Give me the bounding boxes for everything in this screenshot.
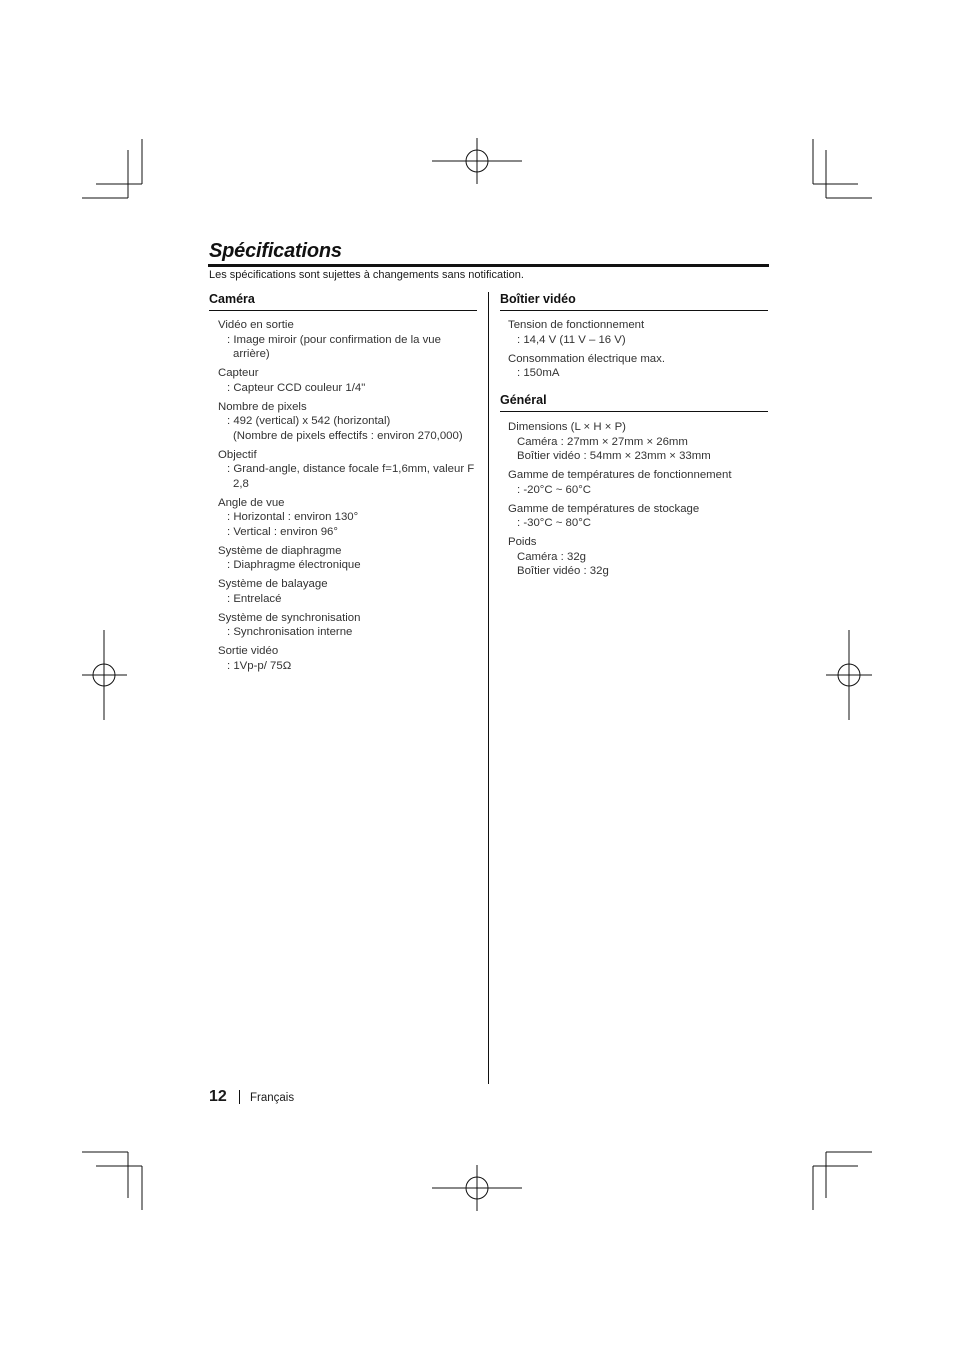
spec-label: Système de synchronisation [218,611,361,624]
footer-separator [239,1090,240,1104]
spec-value: : Synchronisation interne [227,626,353,638]
video-box-spec-list [508,318,768,385]
section-heading-video-box: Boîtier vidéo [500,291,768,311]
registration-mark-left [82,630,127,720]
spec-label: Angle de vue [218,496,285,509]
spec-value: : Horizontal : environ 130° [227,511,359,523]
spec-storage-temp [508,502,768,531]
spec-value: : Vertical : environ 96° [227,525,338,538]
spec-label: Nombre de pixels [218,400,307,413]
column-divider [488,292,489,1084]
spec-label: Poids [508,536,537,548]
spec-sensor [218,366,480,395]
spec-label: Sortie vidéo [218,645,279,657]
notice-text: Les spécifications sont sujettes à changements sans notification. [209,269,524,281]
spec-value: (Nombre de pixels effectifs : environ 270,000) [233,429,463,442]
camera-spec-list [218,318,480,678]
spec-dimensions [508,420,768,464]
spec-label: Système de balayage [218,578,328,590]
spec-view-angle [218,496,480,540]
spec-scan [218,577,480,606]
spec-value: : 150mA [517,367,560,379]
spec-value: : 492 (vertical) x 542 (horizontal) [227,415,391,427]
spec-label: Dimensions (L × H × P) [508,421,626,433]
language-label: Français [250,1092,295,1104]
spec-pixels [218,400,480,444]
registration-mark-bottom [432,1165,522,1211]
spec-weight [508,535,768,579]
spec-label: Système de diaphragme [218,544,342,557]
spec-value: : Diaphragme électronique [227,559,361,571]
spec-value: Boîtier vidéo : 32g [517,565,609,577]
spec-label: Consommation électrique max. [508,352,666,365]
spec-sync [218,611,480,640]
spec-value: Caméra : 32g [517,550,587,563]
spec-value: : Capteur CCD couleur 1/4" [227,381,366,394]
spec-label: Gamme de températures de fonctionnement [508,469,732,481]
spec-value: : Entrelacé [227,592,282,605]
spec-value: : Image miroir (pour confirmation de la vue arrière) [227,333,441,360]
spec-value: : 14,4 V (11 V – 16 V) [517,333,626,346]
spec-label: Objectif [218,448,257,461]
spec-value: : -30°C ~ 80°C [517,517,592,529]
spec-operating-temp [508,468,768,497]
spec-iris [218,544,480,573]
general-spec-list [508,420,768,583]
spec-value: Caméra : 27mm × 27mm × 26mm [517,435,688,448]
section-heading-general: Général [500,392,768,412]
page-title: Spécifications [209,240,342,262]
spec-value: : 1Vp-p/ 75Ω [227,659,292,672]
spec-consumption [508,352,768,381]
spec-label: Gamme de températures de stockage [508,502,700,515]
spec-value: : Grand-angle, distance focale f=1,6mm, valeur F 2,8 [227,463,475,490]
spec-video-output [218,644,480,673]
spec-video-out [218,318,480,362]
spec-label: Capteur [218,367,259,379]
spec-label: Tension de fonctionnement [508,319,645,331]
spec-lens [218,448,480,492]
registration-mark-right [826,630,872,720]
page-number: 12 [209,1088,227,1105]
registration-mark-top [432,138,522,184]
spec-value: Boîtier vidéo : 54mm × 23mm × 33mm [517,450,711,462]
section-heading-camera: Caméra [209,291,477,311]
title-rule [208,264,769,267]
spec-label: Vidéo en sortie [218,319,294,331]
spec-value: : -20°C ~ 60°C [517,483,592,496]
spec-voltage [508,318,768,347]
